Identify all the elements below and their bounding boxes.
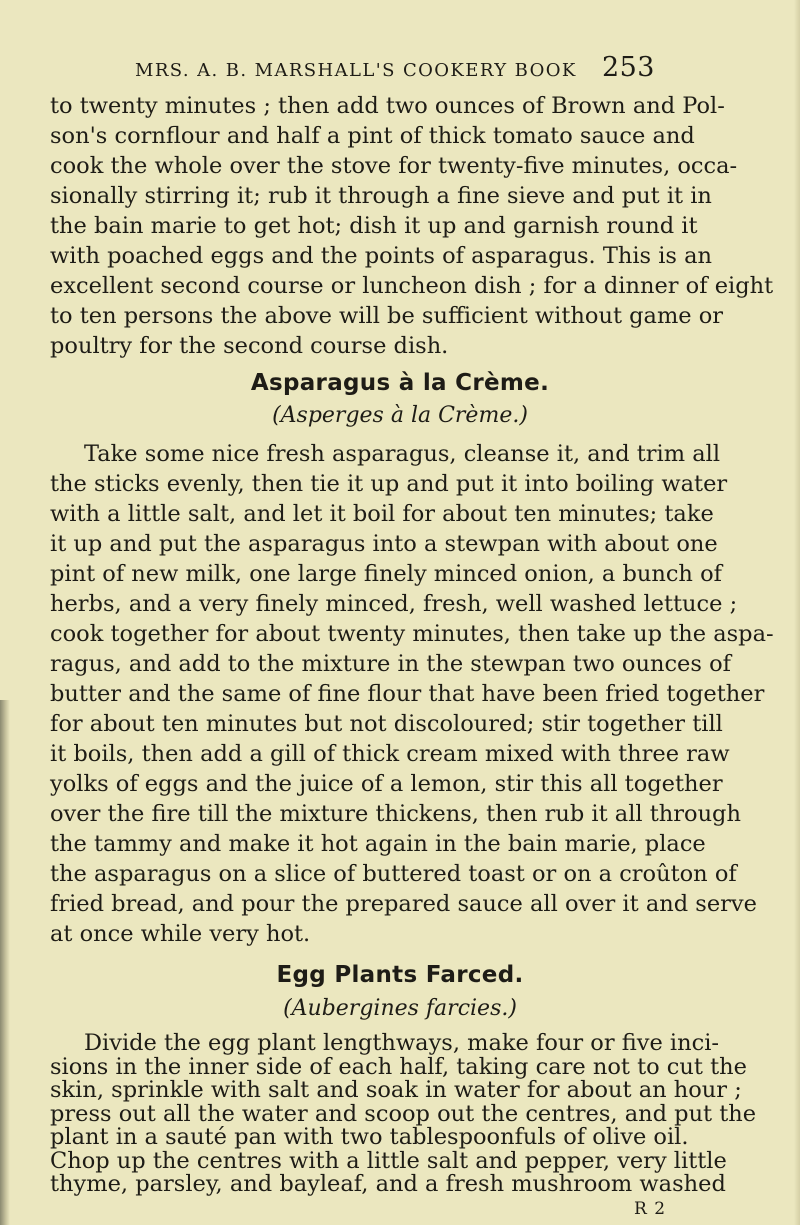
running-head <box>135 52 655 83</box>
text-line: it boils, then add a gill of thick cream mixed with three raw <box>50 741 730 767</box>
text-line: to ten persons the above will be sufficient without game or <box>50 303 724 329</box>
text-line: ragus, and add to the mixture in the stewpan two ounces of <box>50 651 731 677</box>
page-shadow-right <box>794 0 800 1225</box>
text-line: thyme, parsley, and bayleaf, and a fresh mushroom washed <box>50 1171 726 1197</box>
text-line: at once while very hot. <box>50 921 311 947</box>
text-line: Divide the egg plant lengthways, make four or five inci- <box>84 1030 720 1056</box>
text-line: skin, sprinkle with salt and soak in water for about an hour ; <box>50 1077 742 1103</box>
text-line: son's cornflour and half a pint of thick tomato sauce and <box>50 123 695 149</box>
text-line: Take some nice fresh asparagus, cleanse it, and trim all <box>84 441 721 467</box>
text-line: the tammy and make it hot again in the bain marie, place <box>50 831 706 857</box>
text-line: cook together for about twenty minutes, then take up the aspa- <box>50 621 774 647</box>
text-line: the bain marie to get hot; dish it up and garnish round it <box>50 213 698 239</box>
text-line: pint of new milk, one large finely minced onion, a bunch of <box>50 561 722 587</box>
text-line: yolks of eggs and the juice of a lemon, stir this all together <box>50 771 723 797</box>
text-line: cook the whole over the stove for twenty-five minutes, occa- <box>50 153 738 179</box>
text-line: butter and the same of fine flour that have been fried together <box>50 681 765 707</box>
recipe-title: Asparagus à la Crème. <box>250 370 550 396</box>
text-line: excellent second course or luncheon dish ; for a dinner of eight <box>50 273 774 299</box>
text-line: the asparagus on a slice of buttered toast or on a croûton of <box>50 861 737 887</box>
signature-mark: R 2 <box>634 1198 667 1219</box>
text-line: poultry for the second course dish. <box>50 333 449 359</box>
page-number: 253 <box>601 52 655 83</box>
text-line: sionally stirring it; rub it through a fine sieve and put it in <box>50 183 712 209</box>
recipe-title: Egg Plants Farced. <box>276 962 524 988</box>
text-line: over the fire till the mixture thickens, then rub it all through <box>50 801 741 827</box>
text-line: it up and put the asparagus into a stewpan with about one <box>50 531 718 557</box>
text-line: the sticks evenly, then tie it up and put it into boiling water <box>50 471 728 497</box>
recipe-subtitle: (Asperges à la Crème.) <box>272 403 528 428</box>
recipe-subtitle: (Aubergines farcies.) <box>283 996 517 1021</box>
text-line: with a little salt, and let it boil for about ten minutes; take <box>50 501 714 527</box>
text-line: herbs, and a very finely minced, fresh, well washed lettuce ; <box>50 591 738 617</box>
text-line: plant in a sauté pan with two tablespoonfuls of olive oil. <box>50 1124 689 1150</box>
text-line: Chop up the centres with a little salt and pepper, very little <box>50 1147 727 1174</box>
text-line: press out all the water and scoop out the centres, and put the <box>50 1100 757 1127</box>
running-head-title: MRS. A. B. MARSHALL'S COOKERY BOOK <box>135 60 577 81</box>
text-line: fried bread, and pour the prepared sauce all over it and serve <box>50 891 757 917</box>
text-line: to twenty minutes ; then add two ounces of Brown and Pol- <box>50 93 725 119</box>
text-line: sions in the inner side of each half, taking care not to cut the <box>50 1053 747 1080</box>
text-line: with poached eggs and the points of asparagus. This is an <box>50 243 713 269</box>
text-line: for about ten minutes but not discoloured; stir together till <box>50 711 723 737</box>
